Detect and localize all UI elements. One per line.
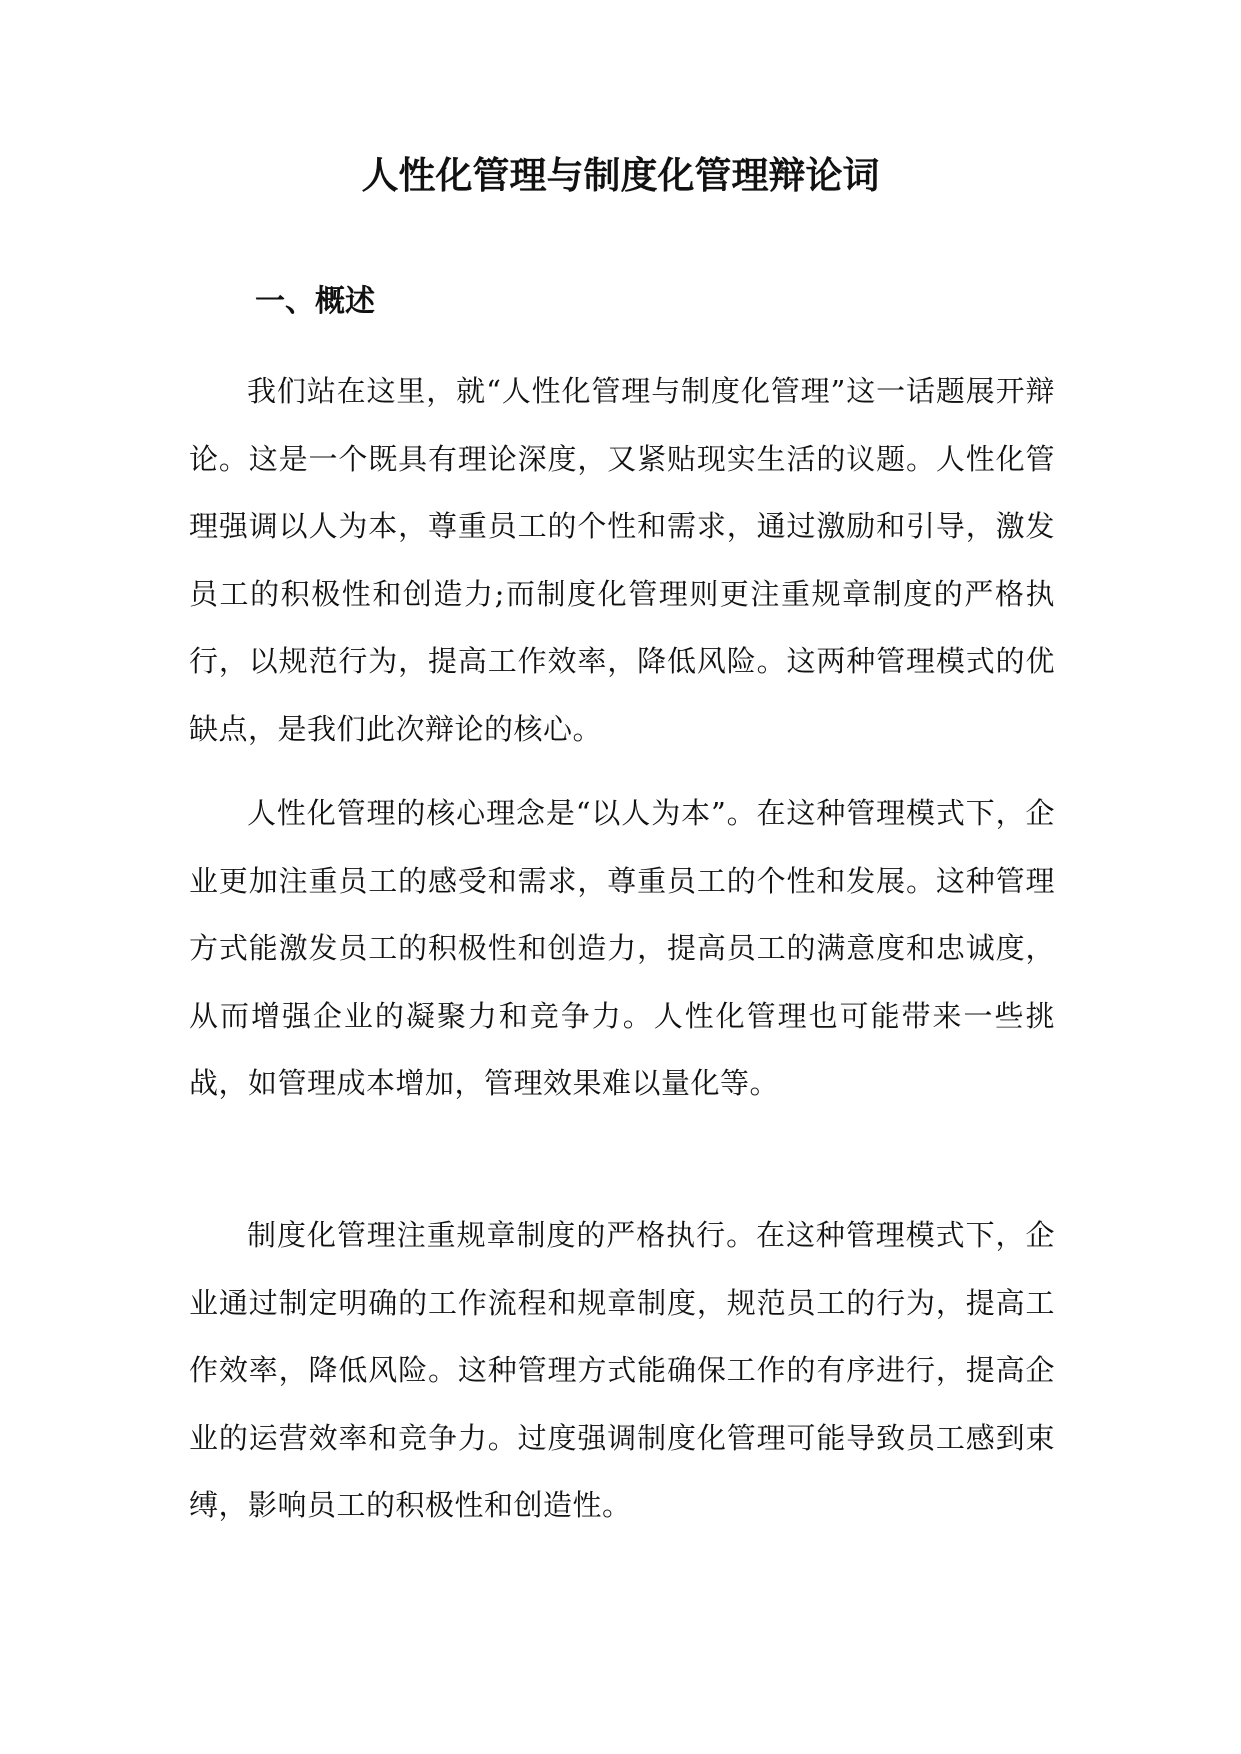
paragraph-intro: 我们站在这里，就“人性化管理与制度化管理”这一话题展开辩论。这是一个既具有理论深度，又紧贴现实生活的议题。人性化管理强调以人为本，尊重员工的个性和需求，通过激励和引导，激发员工的积极性和创造力;而制度化管理则更注重规章制度的严格执行，以规范行为，提高工作效率，降低风险。这两种管理模式的优缺点，是我们此次辩论的核心。 — [189, 374, 1055, 746]
document-title: 人性化管理与制度化管理辩论词 — [361, 154, 880, 197]
paragraph-humanized-management: 人性化管理的核心理念是“以人为本”。在这种管理模式下，企业更加注重员工的感受和需求，尊重员工的个性和发展。这种管理方式能激发员工的积极性和创造力，提高员工的满意度和忠诚度，从而增强企业的凝聚力和竞争力。人性化管理也可能带来一些挑战，如管理成本增加，管理效果难以量化等。 — [189, 796, 1055, 1100]
paragraph-institutional-management: 制度化管理注重规章制度的严格执行。在这种管理模式下，企业通过制定明确的工作流程和规章制度，规范员工的行为，提高工作效率，降低风险。这种管理方式能确保工作的有序进行，提高企业的运营效率和竞争力。过度强调制度化管理可能导致员工感到束缚，影响员工的积极性和创造性。 — [189, 1218, 1055, 1522]
section-heading: 一、概述 — [255, 284, 375, 319]
